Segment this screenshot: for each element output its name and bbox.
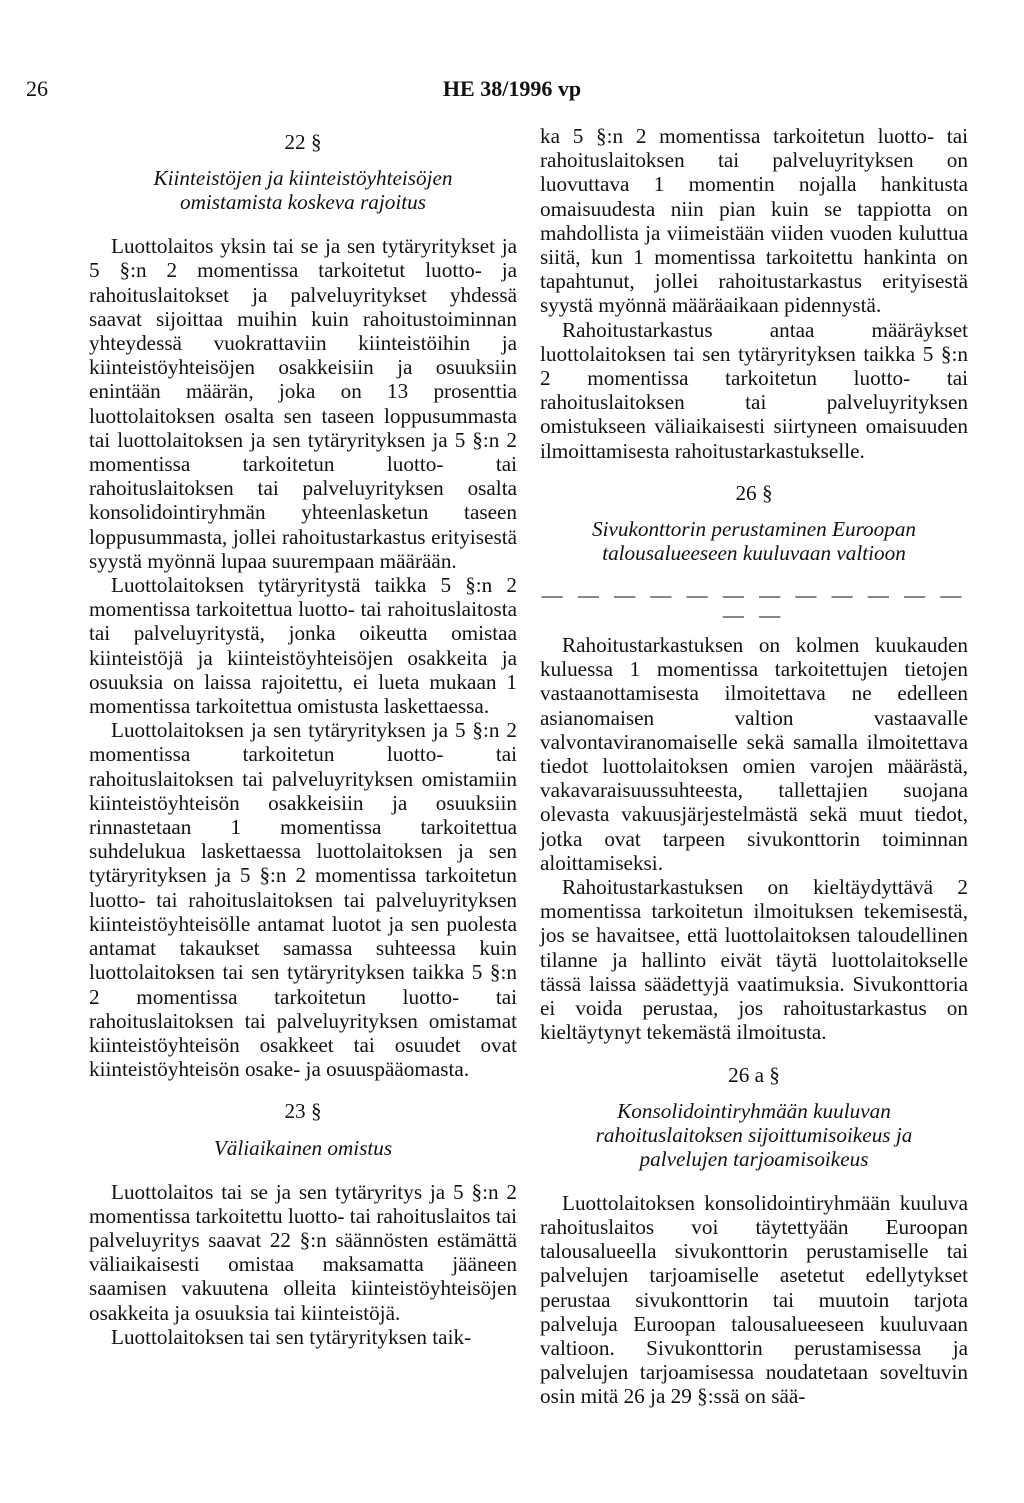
section-number: 22 §: [284, 130, 322, 154]
section-number: 26 a §: [728, 1062, 780, 1087]
section-title: Väliaikainen omistus: [213, 1135, 393, 1160]
section-number: 23 §: [284, 1099, 322, 1124]
paragraph: Rahoitustarkastuksen on kieltäydyttävä 2 momentissa tarkoitetun ilmoituksen tekemisestä, jos se havaitsee, että luottolaitoksen taloudellinen tilanne ja hallinto eivät täytä luottolaitokselle tässä laissa säädettyjä vaatimuksia. Sivukonttoria ei voida perustaa, jos rahoitustarkastus on kieltäytynyt tekemästä ilmoitusta.: [540, 875, 968, 1045]
section-title: Konsolidointiryhmään kuuluvan rahoituslaitoksen sijoittumisoikeus ja palvelujen tarjoamisoikeus: [595, 1098, 913, 1171]
running-title: HE 38/1996 vp: [442, 76, 582, 101]
paragraph: Luottolaitoksen ja sen tytäryrityksen ja 5 §:n 2 momentissa tarkoitetun luotto- tai rahoituslaitoksen tai palveluyrityksen omistamiin kiinteistöyhteisön osakkeisiin ja osuuksiin rinnastetaan 1 momentissa tarkoitettua suhdelukua laskettaessa luottolaitoksen ja sen tytäryrityksen ja 5 §:n 2 momentissa tarkoitetun luotto- tai rahoituslaitoksen tai palveluyrityksen kiinteistöyhteisölle antamat luotot ja sen puolesta antamat takaukset samassa suhteessa kuin luottolaitoksen tai sen tytäryrityksen taikka 5 §:n 2 momentissa tarkoitetun luotto- tai rahoituslaitoksen tai palveluyrityksen omistamat kiinteistöyhteisön osakkeet tai osuudet ovat kiinteistöyhteisön osake- ja osuuspääomasta.: [89, 718, 517, 1082]
paragraph: Luottolaitoksen konsolidointiryhmään kuuluva rahoituslaitos voi täytettyään Euroopan talousalueella sivukonttorin perustamiselle tai palvelujen tarjoamiselle asetetut edellytykset perustaa sivukonttorin tai muutoin tarjota palveluja Euroopan talousalueeseen kuuluvaan valtioon. Sivukonttorin perustamisessa ja palvelujen tarjoamisessa noudatetaan soveltuvin osin mitä 26 ja 29 §:ssä on sää-: [540, 1190, 968, 1409]
paragraph: Rahoitustarkastuksen on kolmen kuukauden kuluessa 1 momentissa tarkoitettujen tietojen vastaanottamisesta ilmoitettava ne edelleen asianomaisen valtion vastaavalle valvontaviranomaiselle sekä samalla ilmoitettava tiedot luottolaitoksen omien varojen määrästä, vakavaraisuussuhteesta, tallettajien suojana olevasta vakuusjärjestelmästä sekä muut tiedot, jotka ovat tarpeen sivukonttorin toiminnan aloittamiseksi.: [540, 633, 968, 875]
right-column: [540, 124, 968, 1409]
omission-dashes: — — — — — — — — — — — — — —: [541, 583, 967, 628]
page-number: 26: [26, 76, 48, 101]
paragraph: Luottolaitos yksin tai se ja sen tytäryritykset ja 5 §:n 2 momentissa tarkoitetut luotto- ja rahoituslaitokset ja palveluyritykset yhdessä saavat sijoittaa muihin kuin rahoitustoiminnan yhteydessä vuokrattaviin kiinteistöihin ja kiinteistöyhteisöjen osakkeisiin ja osuuksiin enintään määrän, joka on 13 prosenttia luottolaitoksen osalta sen taseen loppusummasta tai luottolaitoksen ja sen tytäryrityksen ja 5 §:n 2 momentissa tarkoitetun luotto- tai rahoituslaitoksen tai palveluyrityksen osalta konsolidointiryhmän yhteenlasketun taseen loppusummasta, jollei rahoitustarkastus erityisestä syystä myönnä lupaa suurempaan määrään.: [89, 234, 517, 573]
section-title: Kiinteistöjen ja kiinteistöyhteisöjen omistamista koskeva rajoitus: [153, 166, 453, 215]
paragraph: ka 5 §:n 2 momentissa tarkoitetun luotto- tai rahoituslaitoksen tai palveluyrityksen on luovuttava 1 momentin nojalla hankitusta omaisuudesta niin pian kuin se tappiotta on mahdollista ja viimeistään viiden vuoden kuluttua siitä, kun 1 momentissa tarkoitettu hankinta on tapahtunut, jollei rahoitustarkastus erityisestä syystä myönnä määräaikaan pidennystä.: [540, 124, 968, 318]
section-number: 26 §: [735, 480, 773, 505]
left-column: [89, 124, 517, 1349]
paragraph: Luottolaitos tai se ja sen tytäryritys ja 5 §:n 2 momentissa tarkoitettu luotto- tai rahoituslaitos tai palveluyritys saavat 22 §:n säännösten estämättä väliaikaisesti omistaa maksamatta jääneen saamisen vakuutena olleita kiinteistöyhteisöjen osakkeita ja osuuksia tai kiinteistöjä.: [89, 1179, 517, 1325]
paragraph: Luottolaitoksen tytäryritystä taikka 5 §:n 2 momentissa tarkoitettua luotto- tai rahoituslaitosta tai palveluyritystä, jonka oikeutta omistaa kiinteistöjä ja kiinteistöyhteisöjen osakkeita ja osuuksia on laissa rajoitettu, ei lueta mukaan 1 momentissa tarkoitettua omistusta laskettaessa.: [89, 573, 517, 719]
paragraph: Luottolaitoksen tai sen tytäryrityksen taik-: [111, 1324, 472, 1349]
paragraph: Rahoitustarkastus antaa määräykset luottolaitoksen tai sen tytäryrityksen taikka 5 §:n 2 momentissa tarkoitetun luotto- tai rahoituslaitoksen tai palveluyrityksen omistukseen väliaikaisesti siirtyneen omaisuuden ilmoittamisesta rahoitustarkastukselle.: [540, 317, 968, 463]
section-title: Sivukonttorin perustaminen Euroopan talousalueeseen kuuluvaan valtioon: [591, 517, 917, 566]
